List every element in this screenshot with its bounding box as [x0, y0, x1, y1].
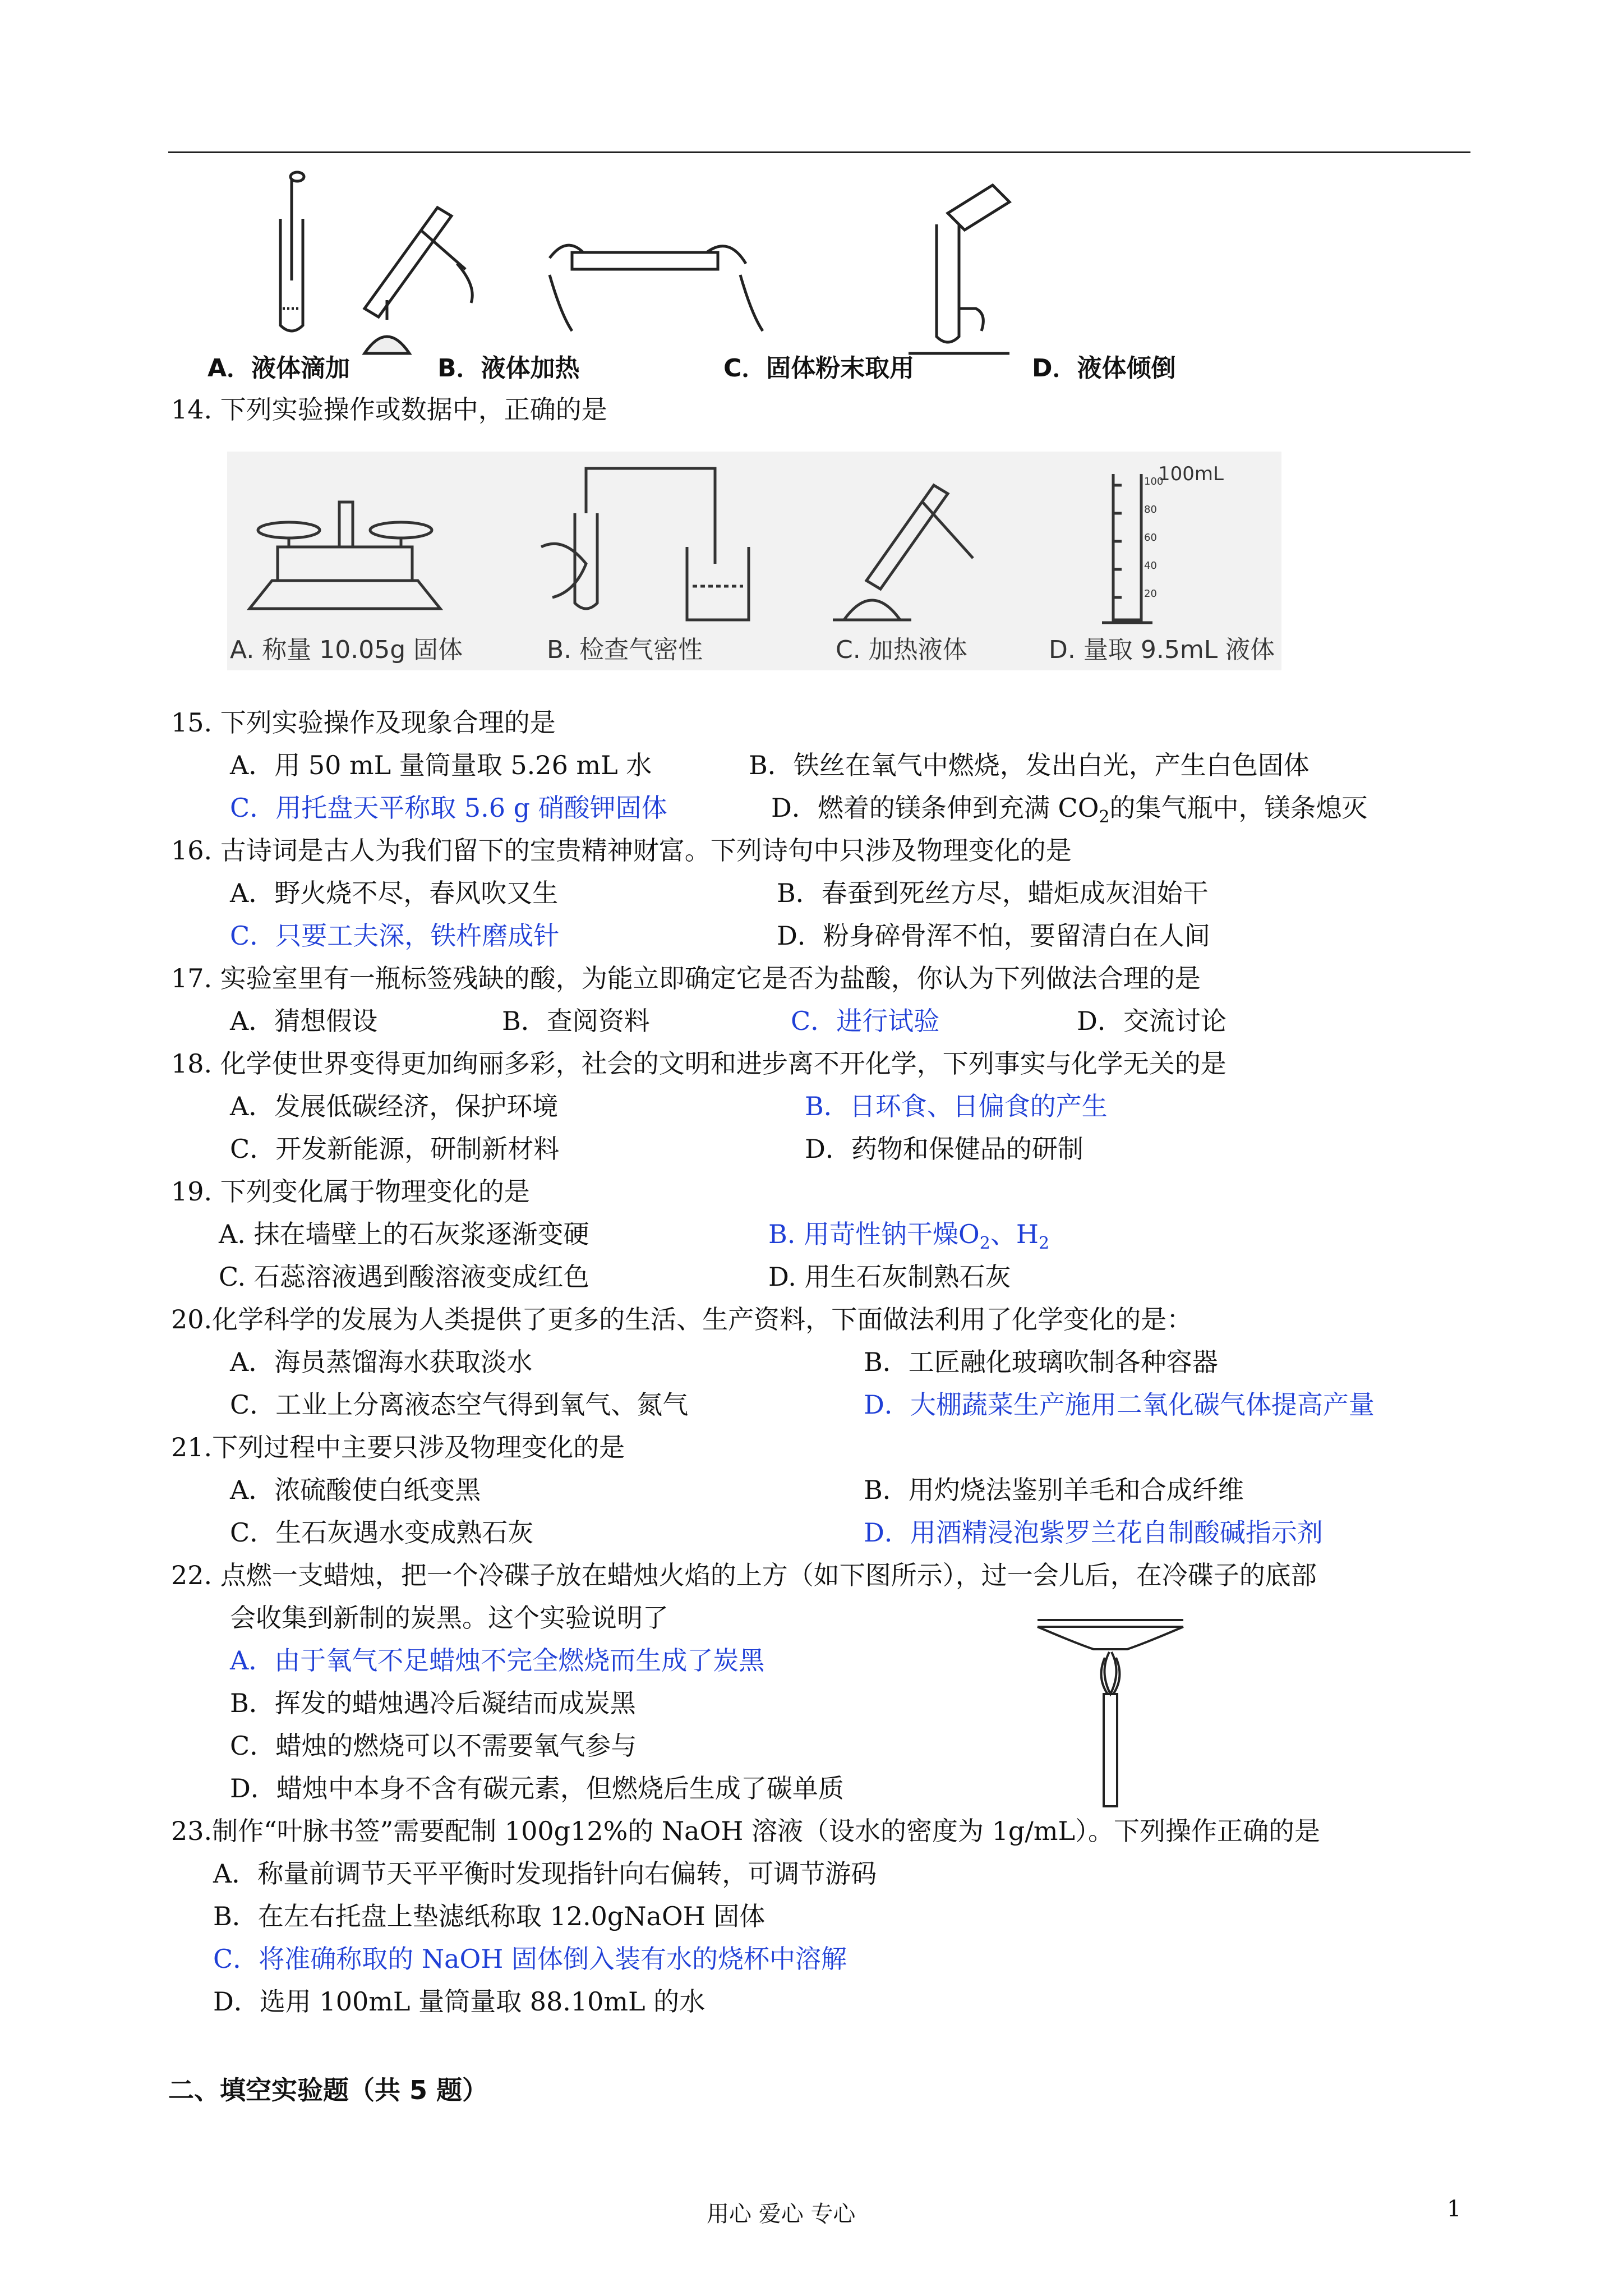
cylinder-tick-60: 60 — [1144, 532, 1157, 544]
dropper-test-tube-drawing — [280, 172, 304, 331]
q22-option-a: A．由于氧气不足蜡烛不完全燃烧而生成了炭黑 — [230, 1645, 765, 1676]
q15-d-sub: 2 — [1099, 807, 1110, 827]
q19-b-sub2: 2 — [1038, 1234, 1050, 1254]
q23-option-b: B．在左右托盘上垫滤纸称取 12.0gNaOH 固体 — [213, 1901, 766, 1931]
q14-label-b: B. 检查气密性 — [547, 636, 703, 664]
q21-option-b: B．用灼烧法鉴别羊毛和合成纤维 — [864, 1475, 1244, 1505]
cylinder-tick-100: 100 — [1144, 476, 1164, 487]
q15-option-a: A．用 50 mL 量筒量取 5.26 mL 水 — [230, 750, 652, 780]
fig-label-b: B．液体加热 — [437, 354, 580, 383]
q23-option-a: A．称量前调节天平平衡时发现指针向右偏转，可调节游码 — [213, 1858, 877, 1889]
q23-stem: 23.制作“叶脉书签”需要配制 100g12%的 NaOH 溶液（设水的密度为 1g/mL）。下列操作正确的是 — [171, 1816, 1321, 1846]
q22-option-d: D．蜡烛中本身不含有碳元素，但燃烧后生成了碳单质 — [230, 1773, 844, 1803]
q19-b-sub1: 2 — [979, 1234, 990, 1254]
q16-option-b: B．春蚕到死丝方尽，蜡炬成灰泪始干 — [777, 878, 1209, 908]
q15-d-pre: D．燃着的镁条伸到充满 CO — [771, 793, 1099, 823]
q18-option-d: D．药物和保健品的研制 — [805, 1134, 1083, 1164]
q17-option-b: B．查阅资料 — [502, 1006, 650, 1036]
q23-option-c: C．将准确称取的 NaOH 固体倒入装有水的烧杯中溶解 — [213, 1944, 847, 1974]
q16-option-c: C．只要工夫深，铁杵磨成针 — [230, 921, 560, 951]
q20-option-a: A．海员蒸馏海水获取淡水 — [230, 1347, 533, 1377]
heating-liquid-drawing — [365, 208, 472, 353]
q19-option-a: A. 抹在墙壁上的石灰浆逐渐变硬 — [219, 1219, 589, 1249]
q22-option-c: C．蜡烛的燃烧可以不需要氧气参与 — [230, 1731, 637, 1761]
q15-option-c: C．用托盘天平称取 5.6 g 硝酸钾固体 — [230, 793, 667, 823]
cylinder-tick-20: 20 — [1144, 588, 1157, 600]
cylinder-tick-40: 40 — [1144, 560, 1157, 572]
q18-option-b: B．日环食、日偏食的产生 — [805, 1091, 1108, 1121]
q21-option-a: A．浓硫酸使白纸变黑 — [230, 1475, 481, 1505]
fig-label-a: A．液体滴加 — [208, 354, 351, 383]
q14-label-d: D. 量取 9.5mL 液体 — [1049, 636, 1275, 664]
footer-slogan: 用心 爱心 专心 — [707, 2201, 856, 2227]
q16-stem: 16. 古诗词是古人为我们留下的宝贵精神财富。下列诗句中只涉及物理变化的是 — [171, 835, 1072, 866]
q17-stem: 17. 实验室里有一瓶标签残缺的酸，为能立即确定它是否为盐酸，你认为下列做法合理的是 — [171, 963, 1201, 993]
fig-label-d: D．液体倾倒 — [1032, 354, 1176, 383]
powder-transfer-drawing — [550, 245, 763, 331]
q15-option-d — [771, 791, 1368, 834]
q22-option-b: B．挥发的蜡烛遇冷后凝结而成炭黑 — [230, 1688, 636, 1718]
q20-option-b: B．工匠融化玻璃吹制各种容器 — [864, 1347, 1218, 1377]
q18-option-a: A．发展低碳经济，保护环境 — [230, 1091, 559, 1121]
q17-option-c: C．进行试验 — [791, 1006, 940, 1036]
q14-label-c: C. 加热液体 — [836, 636, 967, 664]
airtightness-drawing — [541, 468, 749, 620]
q19-option-c: C. 石蕊溶液遇到酸溶液变成红色 — [219, 1262, 589, 1292]
section-2-heading: 二、填空实验题（共 5 题） — [168, 2075, 488, 2105]
q20-option-d: D．大棚蔬菜生产施用二氧化碳气体提高产量 — [864, 1389, 1375, 1420]
cylinder-tick-80: 80 — [1144, 504, 1157, 516]
header-rule — [168, 151, 1470, 153]
pouring-liquid-drawing — [909, 185, 1009, 353]
balance-drawing — [250, 502, 440, 609]
q19-option-d: D. 用生石灰制熟石灰 — [768, 1262, 1011, 1292]
candle-plate-figure — [1026, 1610, 1195, 1812]
q19-b-pre: B. 用苛性钠干燥O — [768, 1219, 980, 1249]
q17-option-d: D．交流讨论 — [1077, 1006, 1227, 1036]
q18-stem: 18. 化学使世界变得更加绚丽多彩，社会的文明和进步离不开化学，下列事实与化学无关的是 — [171, 1048, 1227, 1079]
q15-stem: 15. 下列实验操作及现象合理的是 — [171, 707, 556, 738]
q17-option-a: A．猜想假设 — [230, 1006, 378, 1036]
q14-stem: 14. 下列实验操作或数据中，正确的是 — [171, 394, 607, 425]
q15-d-post: 的集气瓶中，镁条熄灭 — [1109, 793, 1368, 823]
q22-stem-line2: 会收集到新制的炭黑。这个实验说明了 — [230, 1603, 668, 1633]
q14-lab-figure — [227, 452, 1281, 631]
q19-option-b — [768, 1217, 1049, 1260]
q20-stem: 20.化学科学的发展为人类提供了更多的生活、生产资料，下面做法利用了化学变化的是： — [171, 1304, 1193, 1335]
q21-stem: 21.下列过程中主要只涉及物理变化的是 — [171, 1432, 625, 1462]
q19-b-mid: 、H — [990, 1219, 1039, 1249]
q18-option-c: C．开发新能源，研制新材料 — [230, 1134, 560, 1164]
fig-label-c: C．固体粉末取用 — [723, 354, 915, 383]
q15-option-b: B．铁丝在氧气中燃烧，发出白光，产生白色固体 — [749, 750, 1310, 780]
graduated-cylinder-drawing — [1102, 474, 1152, 623]
q19-stem: 19. 下列变化属于物理变化的是 — [171, 1176, 530, 1207]
q16-option-a: A．野火烧不尽，春风吹又生 — [230, 878, 559, 908]
q14-label-a: A. 称量 10.05g 固体 — [230, 636, 463, 664]
heating-tube-drawing — [833, 485, 973, 620]
q23-option-d: D．选用 100mL 量筒量取 88.10mL 的水 — [213, 1986, 706, 2017]
q16-option-d: D．粉身碎骨浑不怕，要留清白在人间 — [777, 921, 1210, 951]
cylinder-capacity-label: 100mL — [1158, 463, 1224, 485]
q21-option-d: D．用酒精浸泡紫罗兰花自制酸碱指示剂 — [864, 1517, 1323, 1548]
q21-option-c: C．生石灰遇水变成熟石灰 — [230, 1517, 534, 1548]
q20-option-c: C．工业上分离液态空气得到氧气、氮气 — [230, 1389, 689, 1420]
q22-stem-line1: 22. 点燃一支蜡烛，把一个冷碟子放在蜡烛火焰的上方（如下图所示），过一会儿后，在冷碟子的底部 — [171, 1560, 1317, 1590]
page-number: 1 — [1447, 2196, 1461, 2222]
